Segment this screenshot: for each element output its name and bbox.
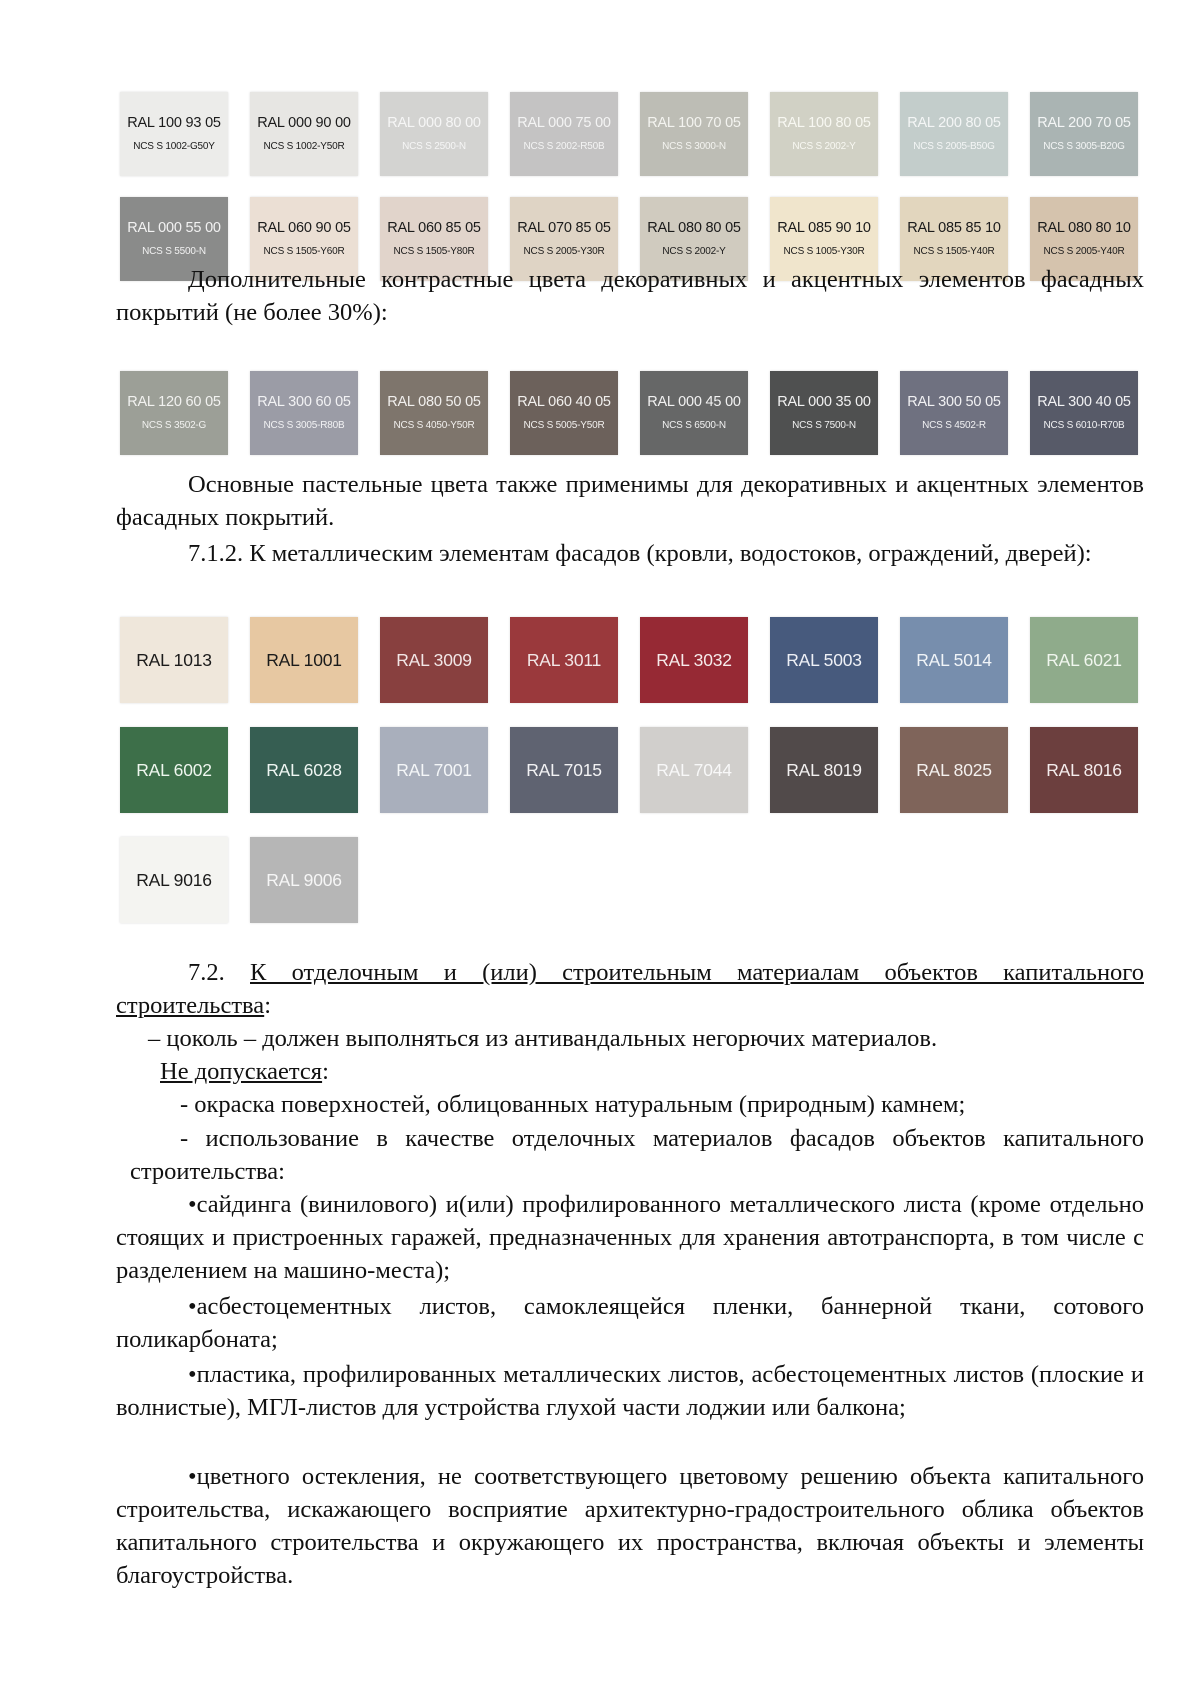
swatch-ral-code: RAL 6002 [136,760,212,780]
swatch-ral-code: RAL 060 40 05 [517,394,611,410]
color-swatch [250,617,358,703]
swatch-ral-code: RAL 000 55 00 [127,220,221,236]
color-swatch [640,617,748,703]
swatch-ral-code: RAL 9016 [136,870,212,890]
metal-elements-intro: 7.1.2. К металлическим элементам фасадов (кровли, водостоков, ограждений, дверей): [188,540,1092,567]
swatch-ral-code: RAL 000 90 00 [257,115,351,131]
swatch-ral-code: RAL 7001 [396,760,472,780]
color-swatch [770,92,878,176]
color-swatch [250,92,358,176]
color-swatch [120,617,228,703]
swatch-ncs-code: NCS S 2002-R50B [523,141,605,152]
color-swatch [510,371,618,455]
bullet-text: цветного остекления, не соответствующего цветовому решению объекта капитального строительства, искажающего восприятие архитектурно-градостроительного облика объектов капитального строительства и окружающего их пространства, включая объекты и элементы благоустройства. [116,1463,1144,1589]
swatch-ral-code: RAL 100 93 05 [127,115,221,131]
swatch-ral-code: RAL 000 45 00 [647,394,741,410]
color-swatch [380,371,488,455]
color-swatch [900,371,1008,455]
not-allowed-label: Не допускается [160,1058,323,1085]
swatch-ral-code: RAL 060 85 05 [387,220,481,236]
swatch-ral-code: RAL 9006 [266,870,342,890]
plinth-requirement: – цоколь – должен выполняться из антивандальных негорючих материалов. [148,1025,938,1052]
prohibited-material-item [116,1460,1144,1592]
swatch-ncs-code: NCS S 4050-Y50R [393,420,475,431]
color-swatch [900,727,1008,813]
section-colon: : [264,992,271,1019]
color-swatch [1030,727,1138,813]
swatch-ral-code: RAL 060 90 05 [257,220,351,236]
swatch-ncs-code: NCS S 2005-Y30R [523,246,605,257]
swatch-ncs-code: NCS S 3502-G [141,420,207,431]
bullet-glyph: • [188,1361,197,1388]
swatch-ral-code: RAL 080 80 05 [647,220,741,236]
swatch-ncs-code: NCS S 7500-N [792,420,856,431]
swatch-ncs-code: NCS S 4502-R [922,420,986,431]
color-swatch [770,727,878,813]
prohibited-material-item [116,1290,1144,1356]
swatch-ncs-code: NCS S 2005-Y40R [1043,246,1125,257]
swatch-ral-code: RAL 3011 [526,650,602,670]
color-swatch [640,727,748,813]
color-swatch [120,727,228,813]
bullet-glyph: • [188,1293,197,1320]
swatch-ral-code: RAL 7015 [526,760,602,780]
swatch-ncs-code: NCS S 1002-G50Y [133,141,215,152]
color-swatch [510,617,618,703]
swatch-ncs-code: NCS S 1505-Y80R [393,246,475,257]
pastel-note: Основные пастельные цвета также применимы для декоративных и акцентных элементов фасадных покрытий. [116,471,1144,531]
bullet-text: сайдинга (винилового) и(или) профилированного металлического листа (кроме отдельно стоящих и пристроенных гаражей, предназначенных для хранения автотранспорта, в том числе с разделением на машино-места); [116,1191,1144,1284]
palette-main-grid [120,92,1138,281]
swatch-ncs-code: NCS S 2002-Y [662,246,726,257]
palette-metal-grid [120,617,1138,923]
swatch-ral-code: RAL 200 70 05 [1037,115,1131,131]
swatch-ral-code: RAL 300 50 05 [907,394,1001,410]
bullet-glyph: • [188,1463,197,1490]
swatch-ral-code: RAL 6021 [1046,650,1122,670]
section-number: 7.2. [188,959,225,986]
bullet-text: пластика, профилированных металлических листов, асбестоцементных листов (плоские и волнистые), МГЛ-листов для устройства глухой части лоджии или балкона; [116,1361,1144,1421]
color-swatch [120,92,228,176]
color-swatch [250,727,358,813]
color-swatch [120,371,228,455]
swatch-ral-code: RAL 080 50 05 [387,394,481,410]
prohibition-usage: - использование в качестве отделочных материалов фасадов объектов капитального строительства: [130,1125,1144,1185]
prohibited-material-item [116,1188,1144,1287]
not-allowed-colon: : [322,1058,329,1085]
swatch-ral-code: RAL 300 60 05 [257,394,351,410]
prohibition-painting: - окраска поверхностей, облицованных натуральным (природным) камнем; [180,1091,966,1118]
contrast-colors-intro: Дополнительные контрастные цвета декоративных и акцентных элементов фасадных покрытий (не более 30%): [116,266,1144,326]
swatch-ral-code: RAL 080 80 10 [1037,220,1131,236]
swatch-ral-code: RAL 085 90 10 [777,220,871,236]
swatch-ral-code: RAL 000 35 00 [777,394,871,410]
swatch-ral-code: RAL 085 85 10 [907,220,1001,236]
swatch-ncs-code: NCS S 3000-N [662,141,726,152]
swatch-ral-code: RAL 5003 [786,650,862,670]
color-swatch [380,617,488,703]
swatch-ncs-code: NCS S 1505-Y60R [263,246,345,257]
not-allowed-heading [160,1055,1144,1088]
swatch-ral-code: RAL 1001 [266,650,342,670]
color-swatch [510,727,618,813]
color-swatch [770,371,878,455]
swatch-ral-code: RAL 5014 [916,650,992,670]
swatch-ral-code: RAL 100 80 05 [777,115,871,131]
color-swatch [1030,617,1138,703]
swatch-ral-code: RAL 1013 [136,650,212,670]
bullet-text: асбестоцементных листов, самоклеящейся пленки, баннерной ткани, сотового поликарбоната; [116,1293,1144,1353]
color-swatch [1030,371,1138,455]
swatch-ncs-code: NCS S 3005-R80B [263,420,345,431]
swatch-ncs-code: NCS S 3005-B20G [1043,141,1125,152]
color-swatch [770,617,878,703]
prohibited-material-item [116,1358,1144,1424]
color-swatch [120,837,228,923]
swatch-ral-code: RAL 100 70 05 [647,115,741,131]
color-swatch [640,92,748,176]
color-swatch [250,371,358,455]
swatch-ral-code: RAL 200 80 05 [907,115,1001,131]
swatch-ncs-code: NCS S 1002-Y50R [263,141,345,152]
swatch-ral-code: RAL 3032 [656,650,732,670]
color-swatch [900,92,1008,176]
swatch-ral-code: RAL 120 60 05 [127,394,221,410]
swatch-ncs-code: NCS S 1005-Y30R [783,246,865,257]
color-swatch [1030,92,1138,176]
color-swatch [250,837,358,923]
swatch-ral-code: RAL 6028 [266,760,342,780]
swatch-ral-code: RAL 000 75 00 [517,115,611,131]
color-swatch [640,371,748,455]
swatch-ncs-code: NCS S 5500-N [142,246,206,257]
swatch-ral-code: RAL 8016 [1046,760,1122,780]
swatch-ral-code: RAL 300 40 05 [1037,394,1131,410]
swatch-ral-code: RAL 3009 [396,650,472,670]
swatch-ncs-code: NCS S 2002-Y [792,141,856,152]
swatch-ncs-code: NCS S 2005-B50G [913,141,995,152]
swatch-ral-code: RAL 8025 [916,760,992,780]
color-swatch [380,727,488,813]
color-swatch [510,92,618,176]
swatch-ral-code: RAL 8019 [786,760,862,780]
swatch-ral-code: RAL 7044 [656,760,732,780]
swatch-ncs-code: NCS S 2500-N [402,141,466,152]
swatch-ncs-code: NCS S 6010-R70B [1043,420,1125,431]
swatch-ncs-code: NCS S 1505-Y40R [913,246,995,257]
color-swatch [380,92,488,176]
swatch-ral-code: RAL 000 80 00 [387,115,481,131]
section-7-2-heading [116,956,1144,1022]
swatch-ral-code: RAL 070 85 05 [517,220,611,236]
color-swatch [900,617,1008,703]
swatch-ncs-code: NCS S 6500-N [662,420,726,431]
section-title: К отделочным и (или) строительным материалам объектов капитального строительства [116,959,1144,1019]
palette-contrast-grid [120,371,1138,455]
bullet-glyph: • [188,1191,197,1218]
swatch-ncs-code: NCS S 5005-Y50R [523,420,605,431]
